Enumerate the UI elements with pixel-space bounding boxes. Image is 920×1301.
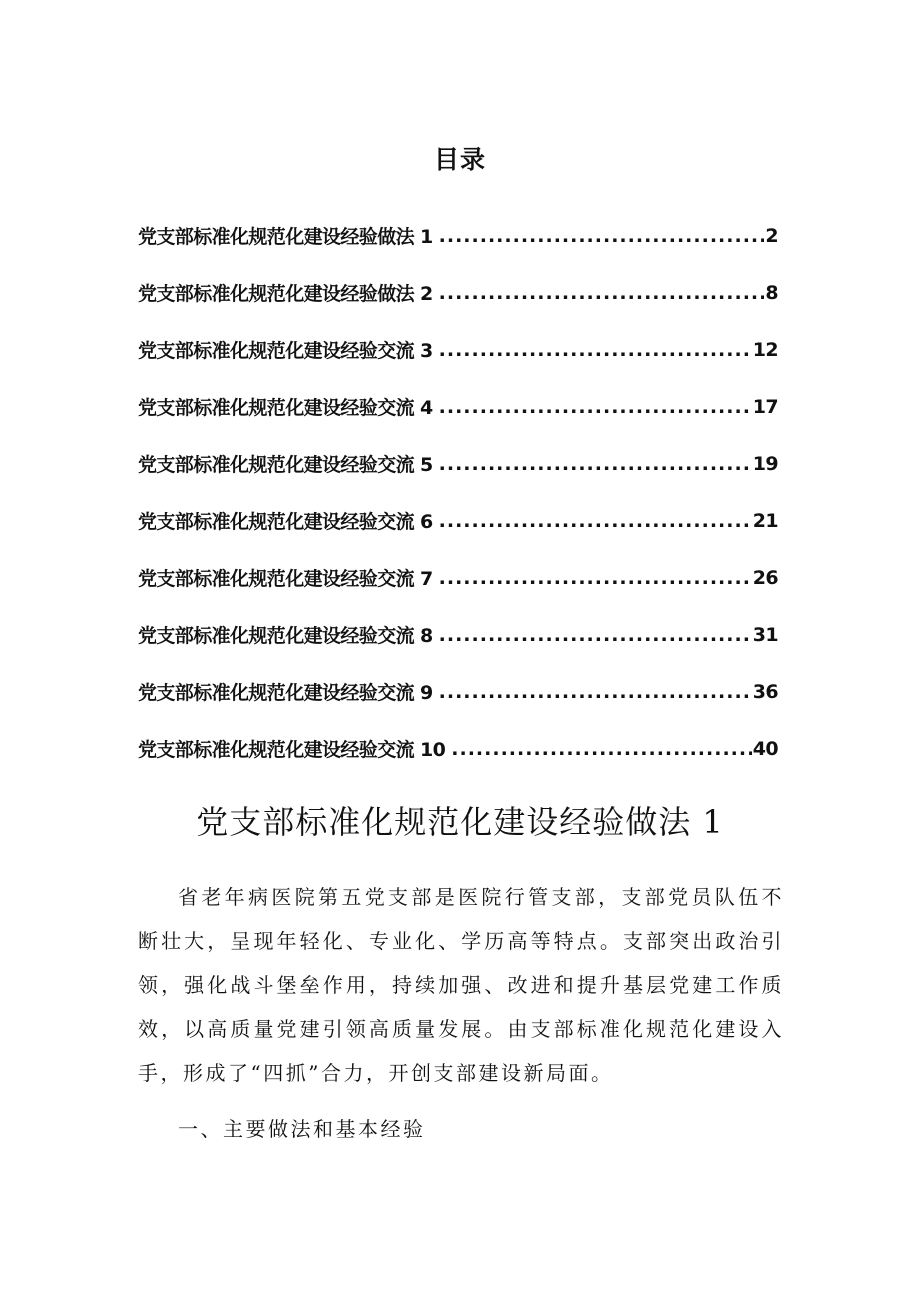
toc-entry-page: 26 [752, 566, 778, 589]
toc-dot-leader [439, 624, 752, 646]
toc-entry[interactable] [138, 435, 778, 492]
toc-dot-leader [451, 738, 751, 760]
table-of-contents [138, 207, 778, 777]
toc-entry-title: 党支部标准化规范化建设经验交流 10 [138, 739, 446, 761]
body-paragraph: 省老年病医院第五党支部是医院行管支部，支部党员队伍不断壮大，呈现年轻化、专业化、学历高等特点。支部突出政治引领，强化战斗堡垒作用，持续加强、改进和提升基层党建工作质效，以高质量党建引领高质量发展。由支部标准化规范化建设入手，形成了“四抓”合力，开创支部建设新局面。 [138, 885, 784, 1085]
toc-entry-title: 党支部标准化规范化建设经验交流 9 [138, 682, 433, 704]
toc-heading: 目录 [433, 145, 486, 174]
toc-entry-page: 40 [752, 737, 778, 760]
toc-entry[interactable] [138, 264, 778, 321]
toc-dot-leader [439, 453, 752, 475]
toc-dot-leader [439, 225, 765, 247]
toc-dot-leader [439, 567, 752, 589]
toc-entry-page: 8 [765, 281, 778, 304]
toc-dot-leader [439, 396, 752, 418]
toc-entry[interactable] [138, 606, 778, 663]
toc-entry-page: 21 [752, 509, 778, 532]
toc-entry-page: 36 [752, 680, 778, 703]
article-title: 党支部标准化规范化建设经验做法 1 [196, 803, 724, 841]
toc-entry[interactable] [138, 321, 778, 378]
toc-entry[interactable] [138, 207, 778, 264]
toc-entry-title: 党支部标准化规范化建设经验交流 6 [138, 511, 433, 533]
toc-entry[interactable] [138, 720, 778, 777]
toc-entry-title: 党支部标准化规范化建设经验交流 8 [138, 625, 433, 647]
toc-entry-page: 31 [752, 623, 778, 646]
toc-entry-title: 党支部标准化规范化建设经验交流 5 [138, 454, 433, 476]
toc-entry-page: 12 [752, 338, 778, 361]
toc-dot-leader [439, 510, 752, 532]
toc-dot-leader [439, 681, 752, 703]
toc-dot-leader [439, 339, 752, 361]
toc-entry-title: 党支部标准化规范化建设经验交流 7 [138, 568, 433, 590]
toc-entry[interactable] [138, 378, 778, 435]
toc-entry-title: 党支部标准化规范化建设经验交流 4 [138, 397, 433, 419]
toc-entry[interactable] [138, 663, 778, 720]
toc-entry-page: 19 [752, 452, 778, 475]
toc-entry-title: 党支部标准化规范化建设经验做法 1 [138, 226, 433, 248]
section-heading: 一、主要做法和基本经验 [178, 1117, 426, 1141]
toc-entry[interactable] [138, 492, 778, 549]
toc-dot-leader [439, 282, 765, 304]
toc-entry-title: 党支部标准化规范化建设经验交流 3 [138, 340, 433, 362]
toc-entry-page: 17 [752, 395, 778, 418]
toc-entry-title: 党支部标准化规范化建设经验做法 2 [138, 283, 433, 305]
toc-entry-page: 2 [765, 224, 778, 247]
article-body [138, 875, 784, 1151]
toc-entry[interactable] [138, 549, 778, 606]
